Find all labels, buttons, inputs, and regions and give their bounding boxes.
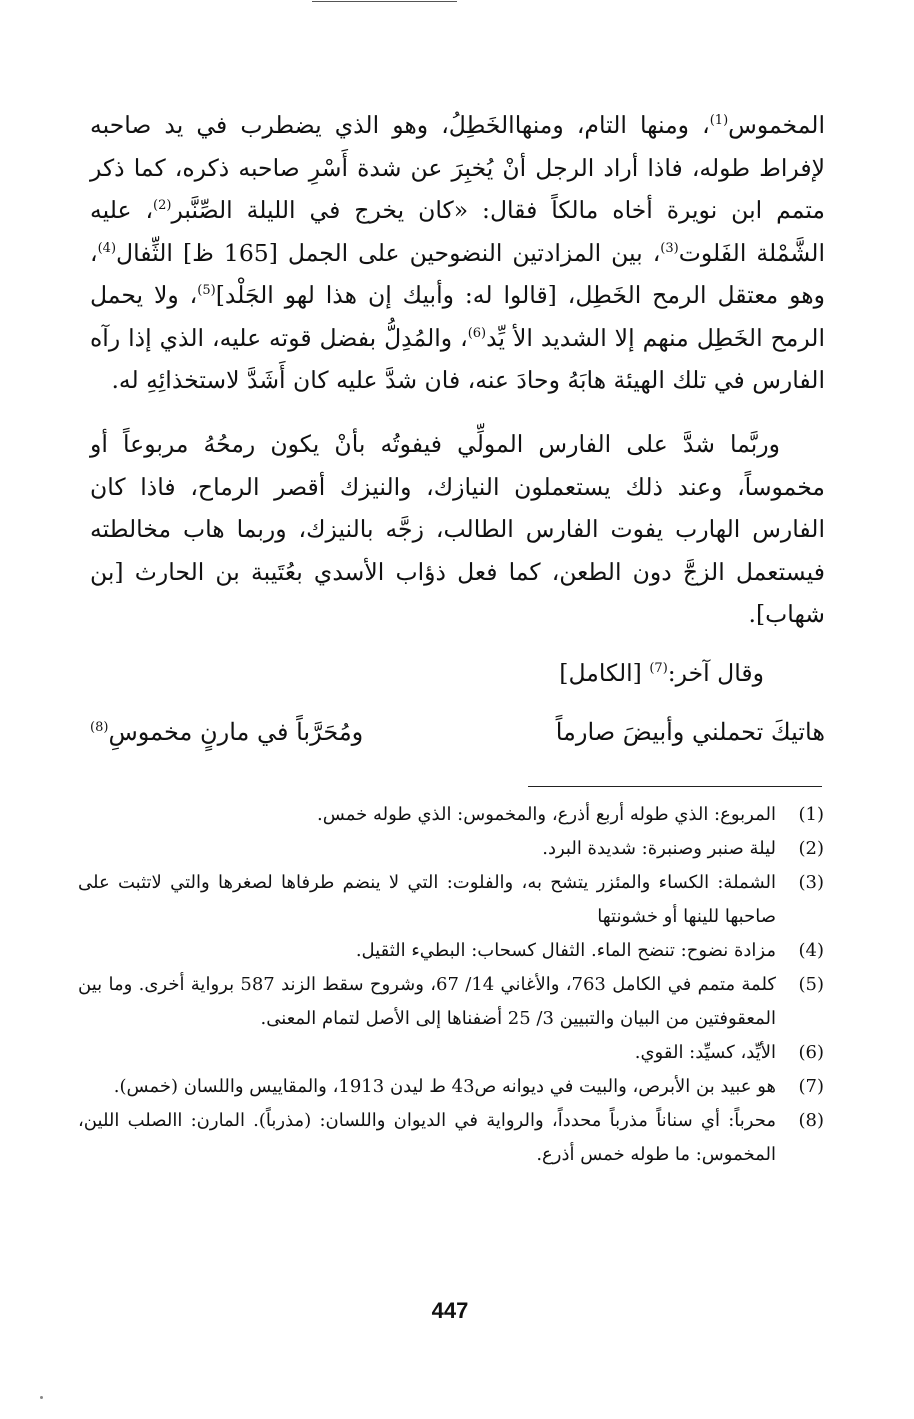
- body-text: ، عليه الشَّمْلة الفَلوت: [90, 196, 825, 267]
- footnote-item: [78, 1070, 824, 1104]
- footnote-item: [78, 866, 824, 934]
- footnote-separator: [528, 786, 822, 787]
- footnote-text: كلمة متمم في الكامل 763، والأغاني 14/ 67، وشروح سقط الزند 587 برواية أخرى. وما بين المعقوفتين من البيان والتبيين 3/ 25 أضفناها إلى الأصل لتمام المعنى.: [78, 974, 776, 1029]
- footnote-text: المربوع: الذي طوله أربع أذرع، والمخموس: الذي طوله خمس.: [317, 804, 776, 825]
- body-text: ، وهو معتقل الرمح الخَطِل، [قالوا له: وأبيك إن هذا لهو الجَلْد]: [90, 238, 825, 309]
- footnote-item: [78, 1036, 824, 1070]
- note-ref-3[interactable]: (3): [660, 240, 679, 256]
- body-text: ، بين المزادتين النضوحين على الجمل [165 ظ] الثِّفال: [116, 238, 661, 267]
- footnote-text: الأيِّد، كسيِّد: القوي.: [634, 1042, 776, 1063]
- verse-hemistich-second-text: ومُحَرَّباً في مارنٍ مخموسِ: [108, 718, 364, 746]
- verse-introduction: [559, 652, 764, 694]
- footnote-item: [78, 934, 824, 968]
- footnote-number: (2): [798, 838, 824, 859]
- footnote-text: مزادة نضوح: تنضح الماء. الثفال كسحاب: البطيء الثقيل.: [355, 940, 776, 961]
- footnote-text: الشملة: الكساء والمئزر يتشح به، والفلوت: التي لا ينضم طرفاها لصغرها والتي لاتثبت على صاحبها للينها أو خشونتها: [78, 872, 776, 927]
- body-paragraph-1: [90, 104, 825, 402]
- footnotes-section: [78, 798, 824, 1172]
- note-ref-1[interactable]: (1): [709, 113, 729, 128]
- meter-label: [الكامل]: [559, 659, 650, 687]
- body-paragraph-2: وربَّما شدَّ على الفارس المولِّي فيفوتُه بأنْ يكون رمحُهُ مربوعاً أو مخموساً، وعند ذلك يستعملون النيازك، والنيزك أقصر الرماح، فاذا كان الفارس الهارب يفوت الفارس الطالب، زجَّه بالنيزك، وربما هاب مخالطته فيستعمل الزجَّ دون الطعن، كما فعل ذؤاب الأسدي بعُتَيبة بن الحارث [بن شهاب].: [90, 430, 825, 628]
- header-rule: [312, 1, 457, 2]
- page-number: 447: [431, 1298, 469, 1323]
- footnote-number: (5): [798, 974, 824, 995]
- footnote-number: (4): [798, 940, 824, 961]
- scan-artifact: [40, 1396, 43, 1399]
- note-ref-8[interactable]: (8): [90, 720, 109, 735]
- footnote-number: (1): [798, 804, 824, 825]
- body-text: المخموس: [728, 111, 825, 139]
- footnote-text: محرباً: أي سناناً مذرباً محدداً، والرواية في الديوان واللسان: (مذرباً). المارن: االصلب اللين، المخموس: ما طوله خمس أذرع.: [78, 1110, 776, 1165]
- footnote-number: (3): [798, 872, 824, 893]
- verse-hemistich-second: [90, 707, 363, 757]
- footnote-item: [78, 798, 824, 832]
- body-text: ، والمُدِلُّ بفضل قوته عليه، الذي إذا رآه الفارس في تلك الهيئة هابَهُ وحادَ عنه، فان شدَّ عليه كان أَشَدَّ لاستخذائِهِ له.: [90, 323, 825, 394]
- body-text: ، ولا يحمل الرمح الخَطِل منهم إلا الشديد الأ يِّد: [90, 281, 826, 352]
- footnote-number: (6): [798, 1042, 824, 1063]
- note-ref-6[interactable]: (6): [467, 325, 487, 341]
- note-ref-7[interactable]: (7): [649, 661, 668, 676]
- footnote-number: (7): [798, 1076, 824, 1097]
- body-text: ، ومنها التام، ومنهاالخَطِلُ، وهو الذي يضطرب في يد صاحبه لإفراط طوله، فاذا أراد الرجل أنْ يُخبِرَ عن شدة أَسْرِ صاحبه ذكره، كما ذكر متمم ابن نويرة أخاه مالكاً فقال: «كان يخرج في الليلة الصِّنَّبر: [90, 111, 826, 224]
- poem-verse: [90, 707, 825, 757]
- note-ref-2[interactable]: (2): [153, 198, 172, 213]
- verse-hemistich-first: هاتيكَ تحملني وأبيضَ صارماً: [555, 718, 825, 746]
- note-ref-5[interactable]: (5): [197, 283, 216, 298]
- footnote-item: [78, 1104, 824, 1172]
- footnote-item: [78, 832, 824, 866]
- verse-intro-text: وقال آخر:: [667, 659, 764, 687]
- note-ref-4[interactable]: (4): [97, 240, 117, 256]
- footnote-number: (8): [798, 1110, 824, 1131]
- footnote-text: ليلة صنبر وصنبرة: شديدة البرد.: [542, 838, 776, 859]
- footnote-item: [78, 968, 824, 1036]
- footnote-text: هو عبيد بن الأبرص، والبيت في ديوانه ص43 ط ليدن 1913، والمقاييس واللسان (خمس).: [113, 1076, 776, 1097]
